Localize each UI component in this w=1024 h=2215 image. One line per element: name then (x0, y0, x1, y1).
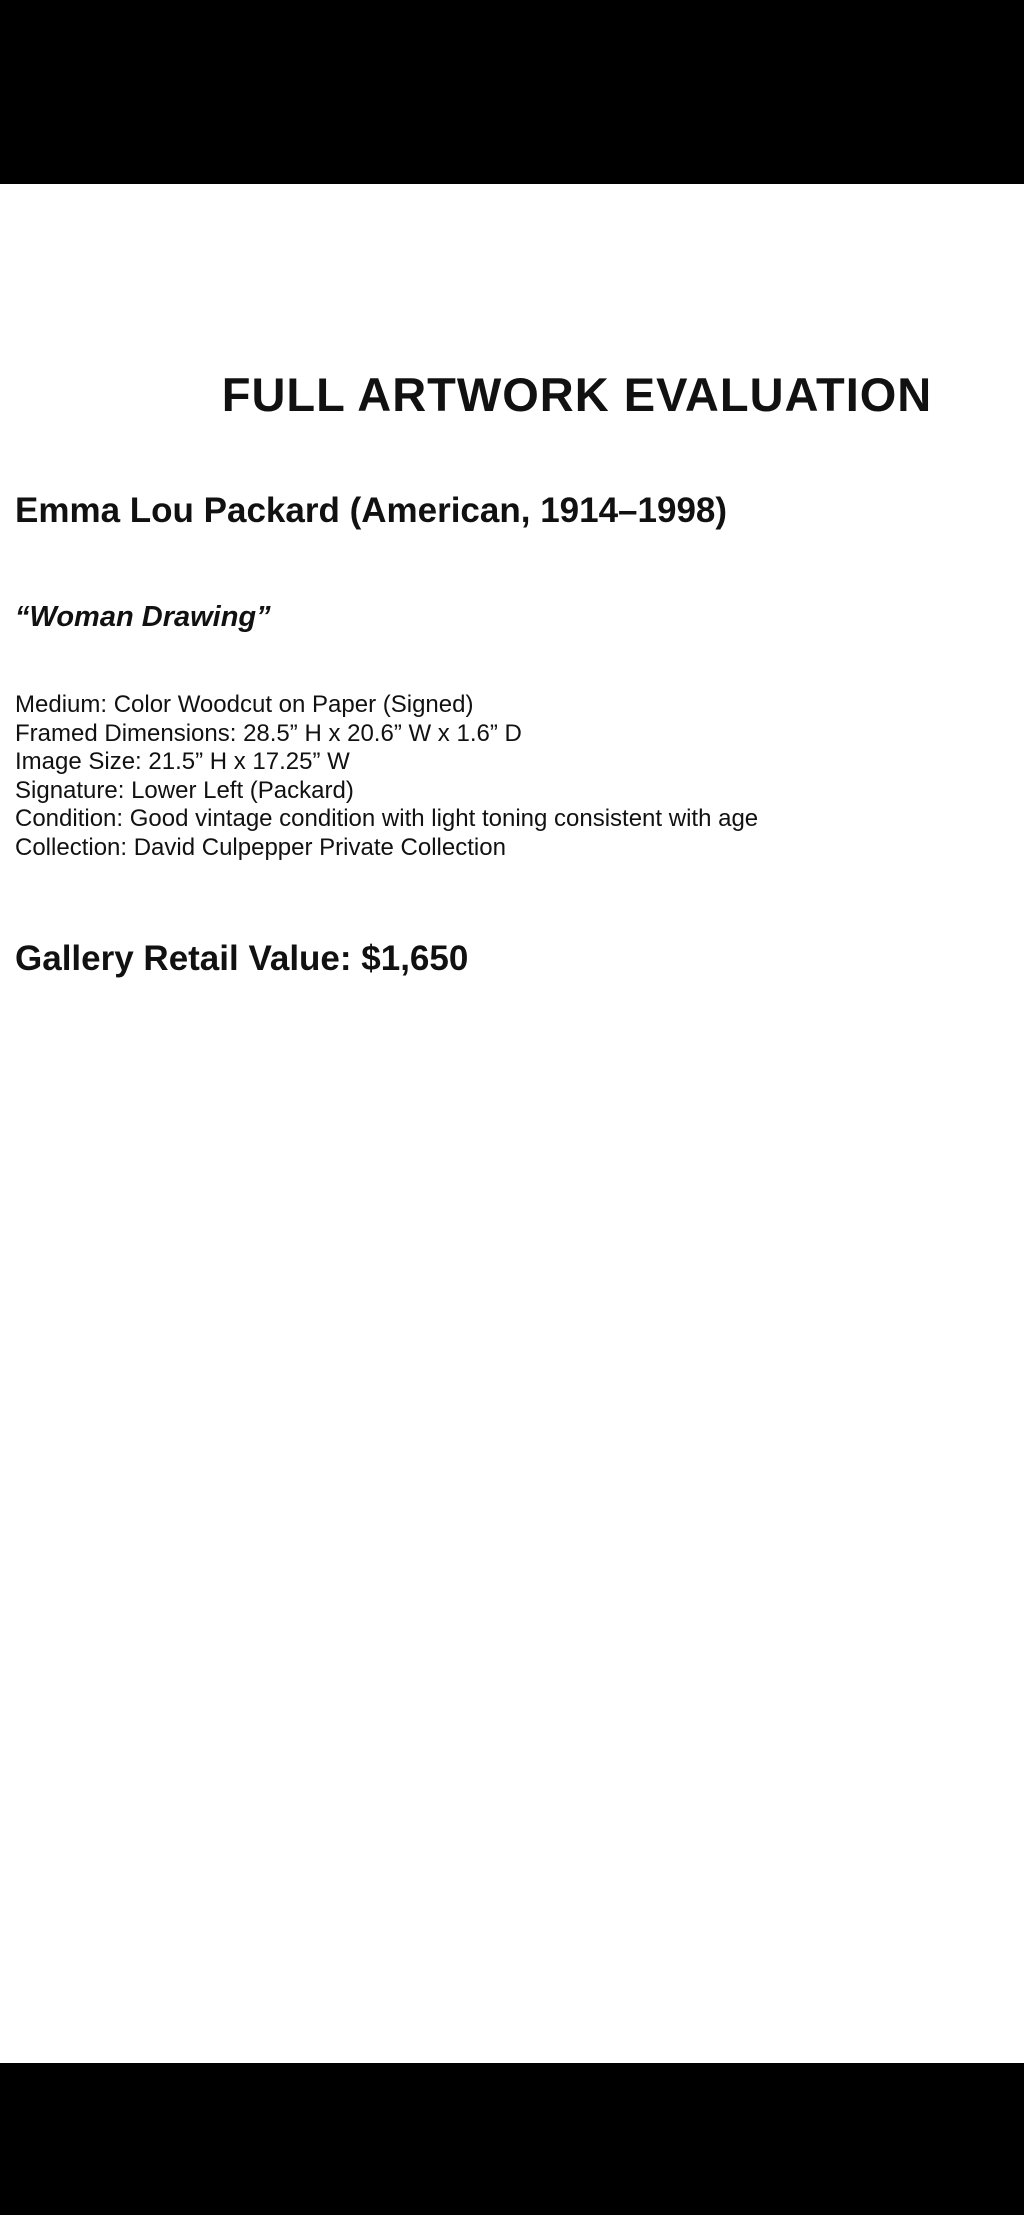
gallery-retail-value: Gallery Retail Value: $1,650 (15, 939, 469, 978)
bottom-letterbox-bar (0, 2063, 1024, 2215)
detail-medium: Medium: Color Woodcut on Paper (Signed) (15, 691, 474, 718)
detail-collection: Collection: David Culpepper Private Collection (15, 833, 506, 861)
detail-condition: Condition: Good vintage condition with light toning consistent with age (15, 805, 759, 833)
detail-signature: Signature: Lower Left (Packard) (15, 776, 354, 804)
detail-image-size: Image Size: 21.5” H x 17.25” W (15, 748, 350, 776)
document-page (0, 184, 1024, 2063)
detail-framed-dimensions: Framed Dimensions: 28.5” H x 20.6” W x 1.6” D (15, 719, 522, 747)
artwork-details-list (15, 691, 758, 863)
artist-name: Emma Lou Packard (American, 1914–1998) (15, 491, 728, 530)
document-heading: FULL ARTWORK EVALUATION (221, 368, 933, 421)
top-letterbox-bar (0, 0, 1024, 184)
artwork-title: “Woman Drawing” (15, 601, 271, 633)
